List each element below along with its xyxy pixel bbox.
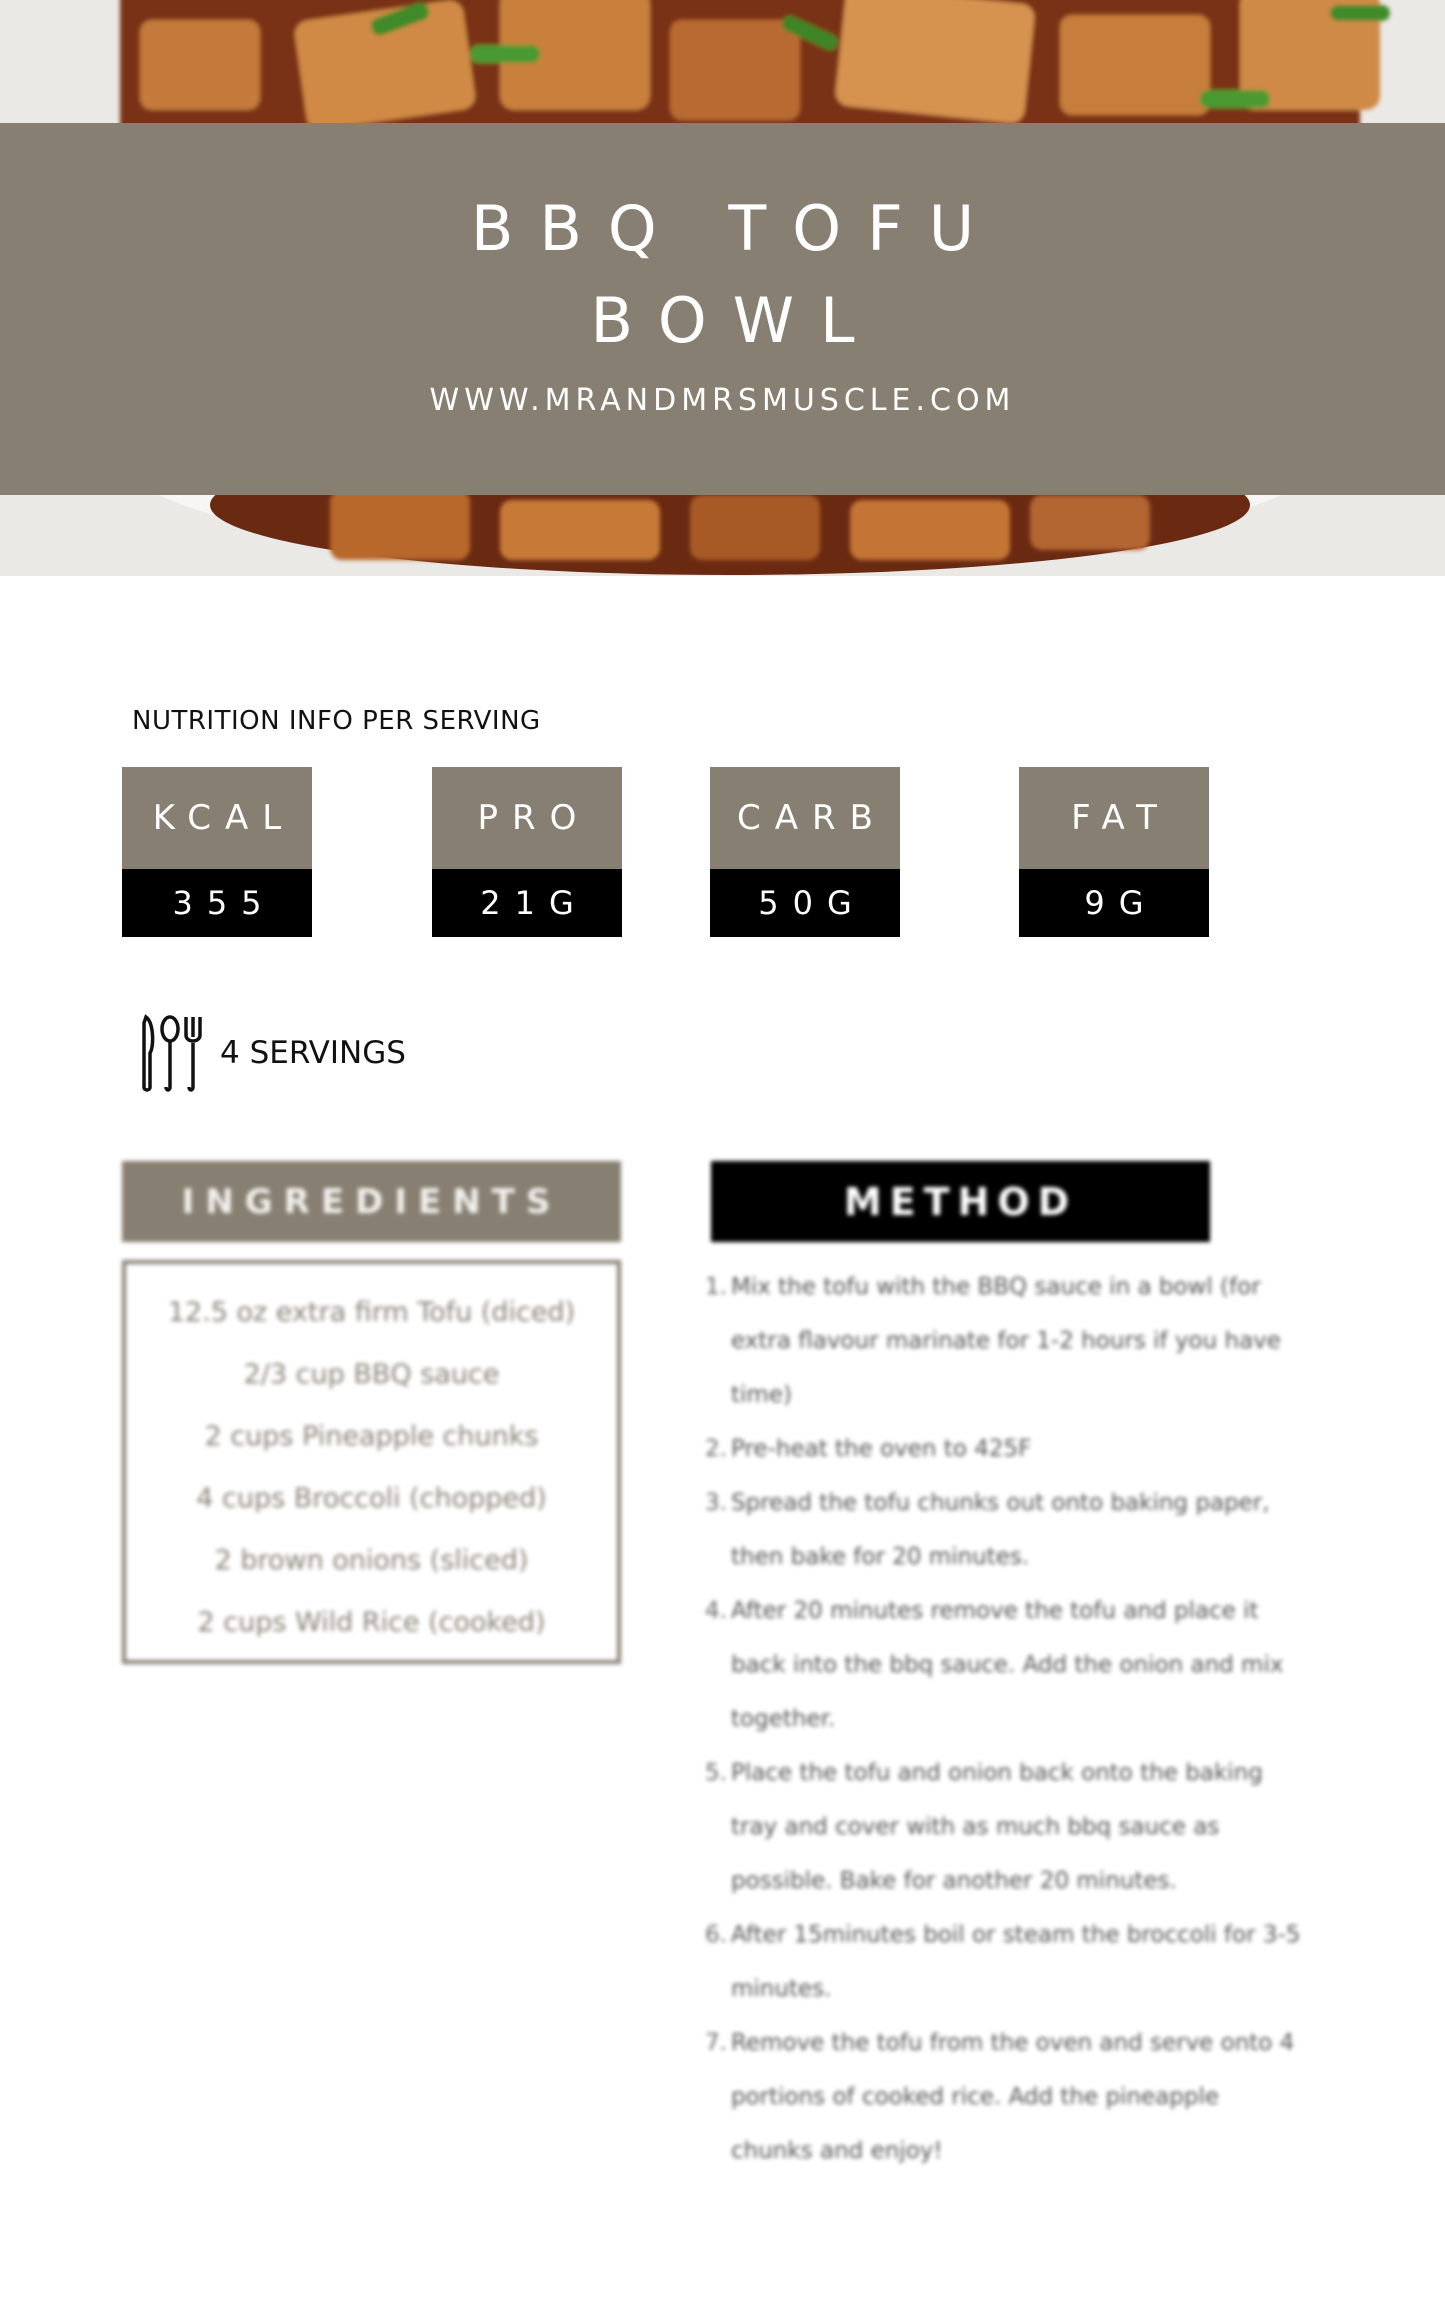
title-banner bbox=[0, 123, 1445, 495]
macro-protein bbox=[432, 767, 622, 937]
macro-value: 21G bbox=[432, 869, 622, 937]
step-text: Pre-heat the oven to 425F bbox=[731, 1436, 1032, 1462]
step-number: 2. bbox=[705, 1436, 727, 1462]
method-step bbox=[705, 1908, 1305, 2016]
title-line-1: BBQ TOFU bbox=[470, 192, 1001, 265]
ingredient-item: 2/3 cup BBQ sauce bbox=[243, 1359, 500, 1390]
method-step bbox=[705, 1422, 1305, 1476]
step-text: Mix the tofu with the BBQ sauce in a bowl (for extra flavour marinate for 1-2 hours if you have time) bbox=[731, 1274, 1281, 1408]
macro-label: CARB bbox=[710, 767, 900, 869]
method-steps bbox=[705, 1260, 1305, 2178]
step-number: 1. bbox=[705, 1274, 727, 1300]
macro-kcal bbox=[122, 767, 312, 937]
method-heading: METHOD bbox=[711, 1161, 1210, 1242]
macro-value: 50G bbox=[710, 869, 900, 937]
method-step bbox=[705, 1584, 1305, 1746]
step-number: 4. bbox=[705, 1598, 727, 1624]
macro-fat bbox=[1019, 767, 1209, 937]
macro-label: FAT bbox=[1019, 767, 1209, 869]
macro-value: 355 bbox=[122, 869, 312, 937]
macro-value: 9G bbox=[1019, 869, 1209, 937]
recipe-title bbox=[0, 183, 1445, 367]
step-number: 6. bbox=[705, 1922, 727, 1948]
step-text: After 15minutes boil or steam the broccoli for 3-5 minutes. bbox=[731, 1922, 1301, 2002]
title-line-2: BOWL bbox=[590, 284, 881, 357]
ingredient-item: 4 cups Broccoli (chopped) bbox=[196, 1483, 547, 1514]
step-number: 3. bbox=[705, 1490, 727, 1516]
macro-carb bbox=[710, 767, 900, 937]
cutlery-icon bbox=[138, 1013, 210, 1093]
servings-text: 4 SERVINGS bbox=[220, 1035, 406, 1071]
method-step bbox=[705, 2016, 1305, 2178]
ingredient-item: 2 cups Wild Rice (cooked) bbox=[197, 1607, 546, 1638]
website-url: WWW.MRANDMRSMUSCLE.COM bbox=[429, 383, 1016, 418]
method-step bbox=[705, 1746, 1305, 1908]
servings-info bbox=[138, 1013, 406, 1093]
step-text: Place the tofu and onion back onto the baking tray and cover with as much bbq sauce as possible. Bake for another 20 minutes. bbox=[731, 1760, 1263, 1894]
step-text: Spread the tofu chunks out onto baking paper, then bake for 20 minutes. bbox=[731, 1490, 1270, 1570]
nutrition-heading: NUTRITION INFO PER SERVING bbox=[132, 706, 541, 736]
step-number: 7. bbox=[705, 2030, 727, 2056]
step-number: 5. bbox=[705, 1760, 727, 1786]
step-text: Remove the tofu from the oven and serve onto 4 portions of cooked rice. Add the pineapple chunks and enjoy! bbox=[731, 2030, 1295, 2164]
method-step bbox=[705, 1476, 1305, 1584]
ingredient-item: 2 cups Pineapple chunks bbox=[204, 1421, 539, 1452]
macro-label: PRO bbox=[432, 767, 622, 869]
ingredients-heading: INGREDIENTS bbox=[122, 1161, 621, 1242]
step-text: After 20 minutes remove the tofu and place it back into the bbq sauce. Add the onion and mix together. bbox=[731, 1598, 1284, 1732]
macro-label: KCAL bbox=[122, 767, 312, 869]
ingredients-list bbox=[122, 1260, 621, 1664]
ingredient-item: 12.5 oz extra firm Tofu (diced) bbox=[167, 1297, 576, 1328]
method-step bbox=[705, 1260, 1305, 1422]
ingredient-item: 2 brown onions (sliced) bbox=[214, 1545, 529, 1576]
